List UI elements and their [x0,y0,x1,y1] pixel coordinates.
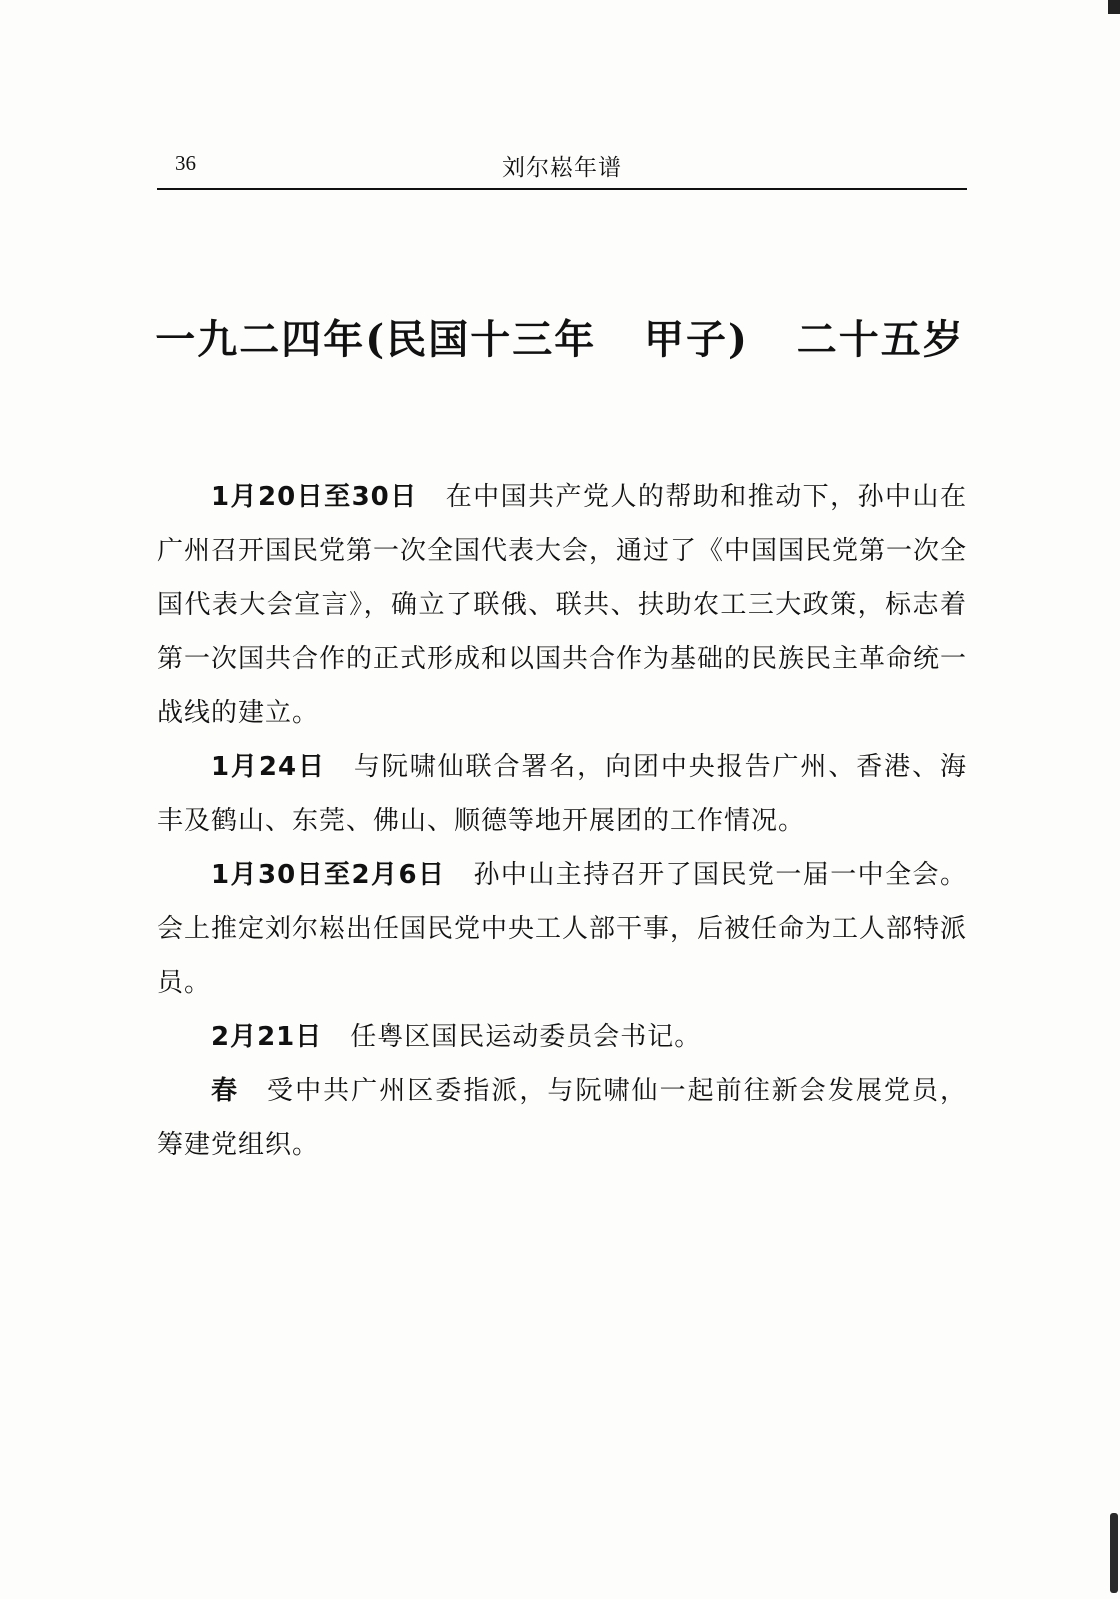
page-number: 36 [175,151,196,175]
scan-edge-mark [1110,1513,1118,1593]
entry-feb-21 [157,1010,967,1064]
entry-spring [157,1064,967,1172]
entry-date: 1月24日 [211,752,326,782]
entry-jan-30 [157,848,967,1010]
chapter-title: 一九二四年(民国十三年 甲子) 二十五岁 [155,316,965,363]
entry-text: 与阮啸仙联合署名，向团中央报告广州、香港、海丰及鹤山、东莞、佛山、顺德等地开展团的工作情况。 [157,752,967,836]
entry-jan-20 [157,470,967,740]
entry-text: 孙中山主持召开了国民党一届一中全会。会上推定刘尔崧出任国民党中央工人部干事，后被任命为工人部特派员。 [157,860,968,998]
chronology-entries [157,470,967,1172]
entry-text: 受中共广州区委指派，与阮啸仙一起前往新会发展党员，筹建党组织。 [157,1076,967,1160]
entry-text: 在中国共产党人的帮助和推动下，孙中山在广州召开国民党第一次全国代表大会，通过了《中国国民党第一次全国代表大会宣言》，确立了联俄、联共、扶助农工三大政策，标志着第一次国共合作的正式形成和以国共合作为基础的民族民主革命统一战线的建立。 [157,482,968,728]
entry-date: 春 [211,1076,240,1106]
entry-jan-24 [157,740,967,848]
entry-text: 任粤区国民运动委员会书记。 [350,1022,702,1052]
scan-corner-mark [1108,0,1120,14]
running-title: 刘尔崧年谱 [502,155,622,181]
page-header [157,144,967,190]
entry-date: 2月21日 [211,1022,323,1052]
entry-date: 1月30日至2月6日 [211,860,446,890]
entry-date: 1月20日至30日 [211,482,418,512]
